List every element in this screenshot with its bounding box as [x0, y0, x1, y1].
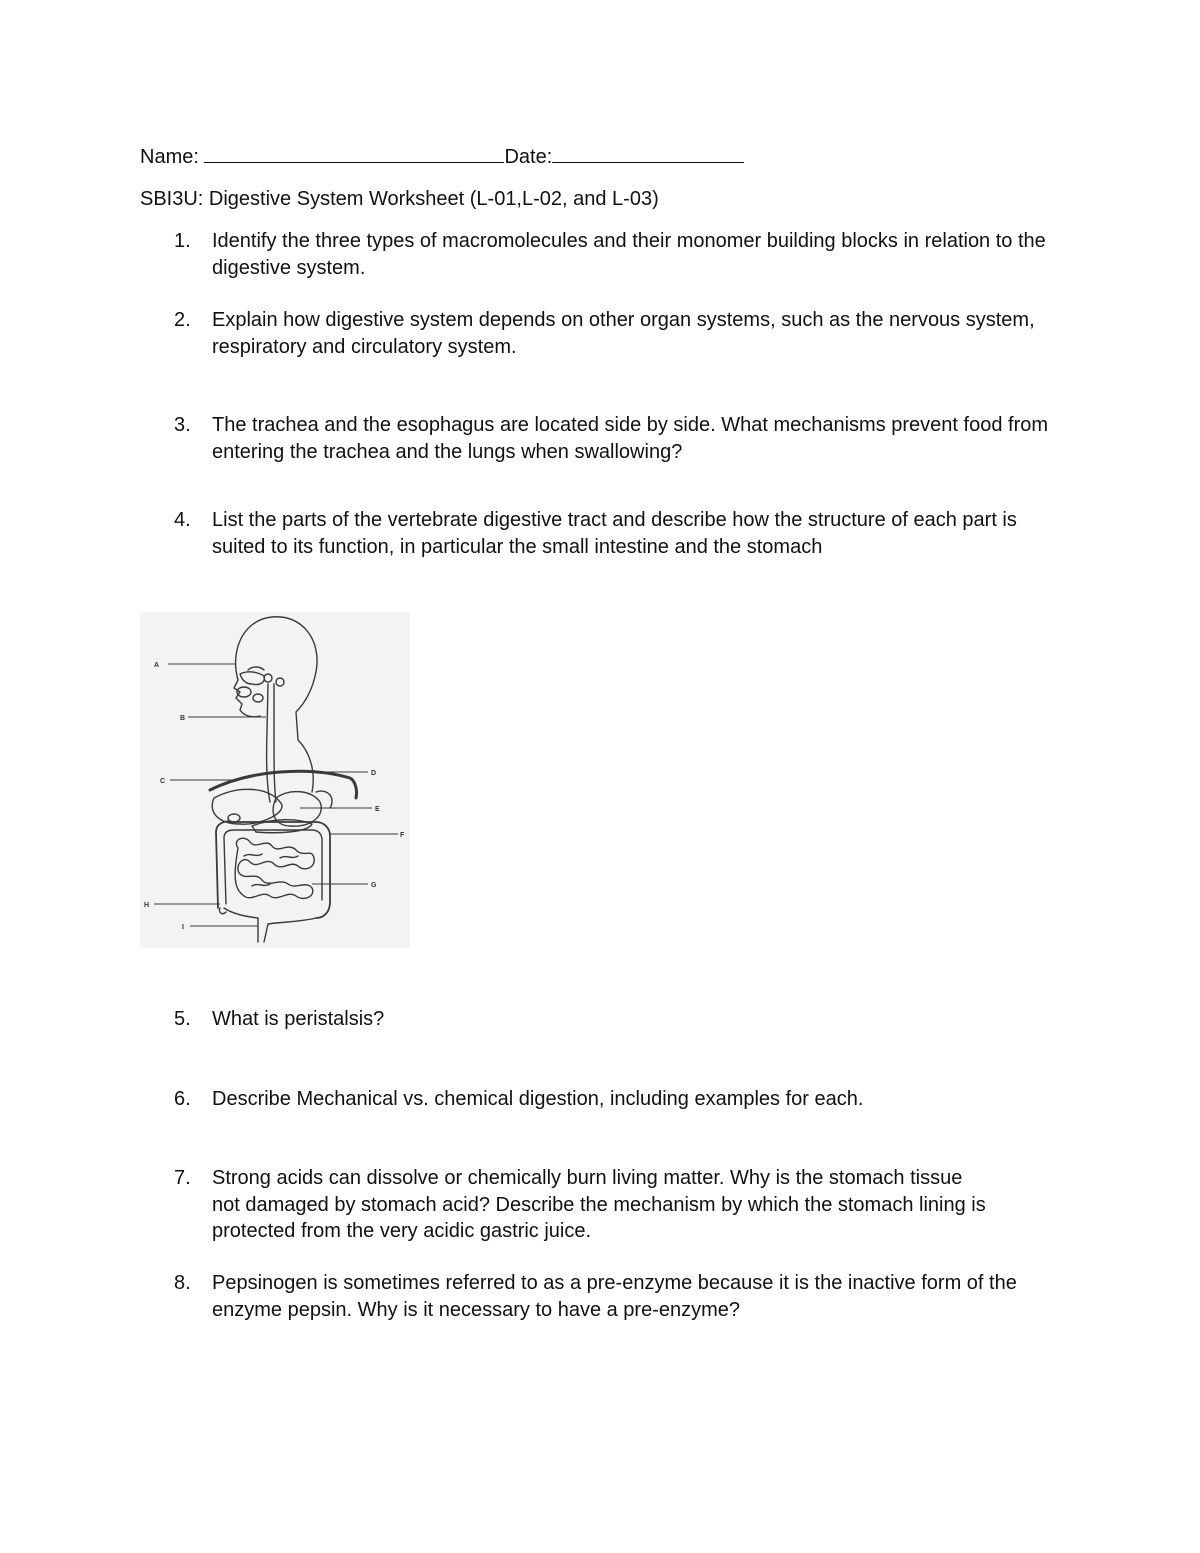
question-number: 5.	[174, 1008, 191, 1030]
question-text: Strong acids can dissolve or chemically burn living matter. Why is the stomach tissue not damaged by stomach acid? Describe the mechanism by which the stomach lining is protected from the very acidic gastric juice.	[212, 1167, 986, 1242]
diagram-label-c: C	[160, 778, 166, 785]
diagram-label-g: G	[371, 882, 377, 889]
name-date-line	[140, 142, 744, 170]
question-text: Explain how digestive system depends on other organ systems, such as the nervous system, respiratory and circulatory system.	[212, 309, 1035, 358]
date-blank[interactable]	[552, 142, 744, 163]
date-label: Date:	[504, 146, 553, 168]
question-text: Identify the three types of macromolecules and their monomer building blocks in relation to the digestive system.	[212, 230, 1046, 279]
digestive-system-diagram	[140, 612, 410, 948]
question-text: What is peristalsis?	[212, 1008, 385, 1030]
question-number: 4.	[174, 509, 191, 531]
diagram-label-b: B	[180, 715, 186, 722]
question-number: 1.	[174, 230, 191, 252]
question-number: 7.	[174, 1167, 191, 1189]
diagram-label-d: D	[371, 770, 377, 777]
question-number: 2.	[174, 309, 191, 331]
question-number: 3.	[174, 414, 191, 436]
question-number: 6.	[174, 1088, 191, 1110]
diagram-label-a: A	[154, 662, 160, 669]
question-text: Pepsinogen is sometimes referred to as a pre-enzyme because it is the inactive form of the enzyme pepsin. Why is it necessary to have a pre-enzyme?	[212, 1272, 1017, 1321]
diagram-label-e: E	[375, 806, 380, 813]
question-text: Describe Mechanical vs. chemical digestion, including examples for each.	[212, 1088, 864, 1110]
diagram-label-f: F	[400, 832, 405, 839]
name-label: Name:	[140, 146, 199, 168]
diagram-label-h: H	[144, 902, 150, 909]
name-blank[interactable]	[204, 142, 504, 163]
digestive-system-drawing	[140, 612, 410, 948]
question-number: 8.	[174, 1272, 191, 1294]
question-text: List the parts of the vertebrate digestive tract and describe how the structure of each part is suited to its function, in particular the small intestine and the stomach	[212, 509, 1017, 558]
worksheet-title: SBI3U: Digestive System Worksheet (L-01,L-02, and L-03)	[140, 188, 659, 210]
question-text: The trachea and the esophagus are located side by side. What mechanisms prevent food from entering the trachea and the lungs when swallowing?	[212, 414, 1049, 463]
diagram-label-i: I	[182, 924, 184, 931]
